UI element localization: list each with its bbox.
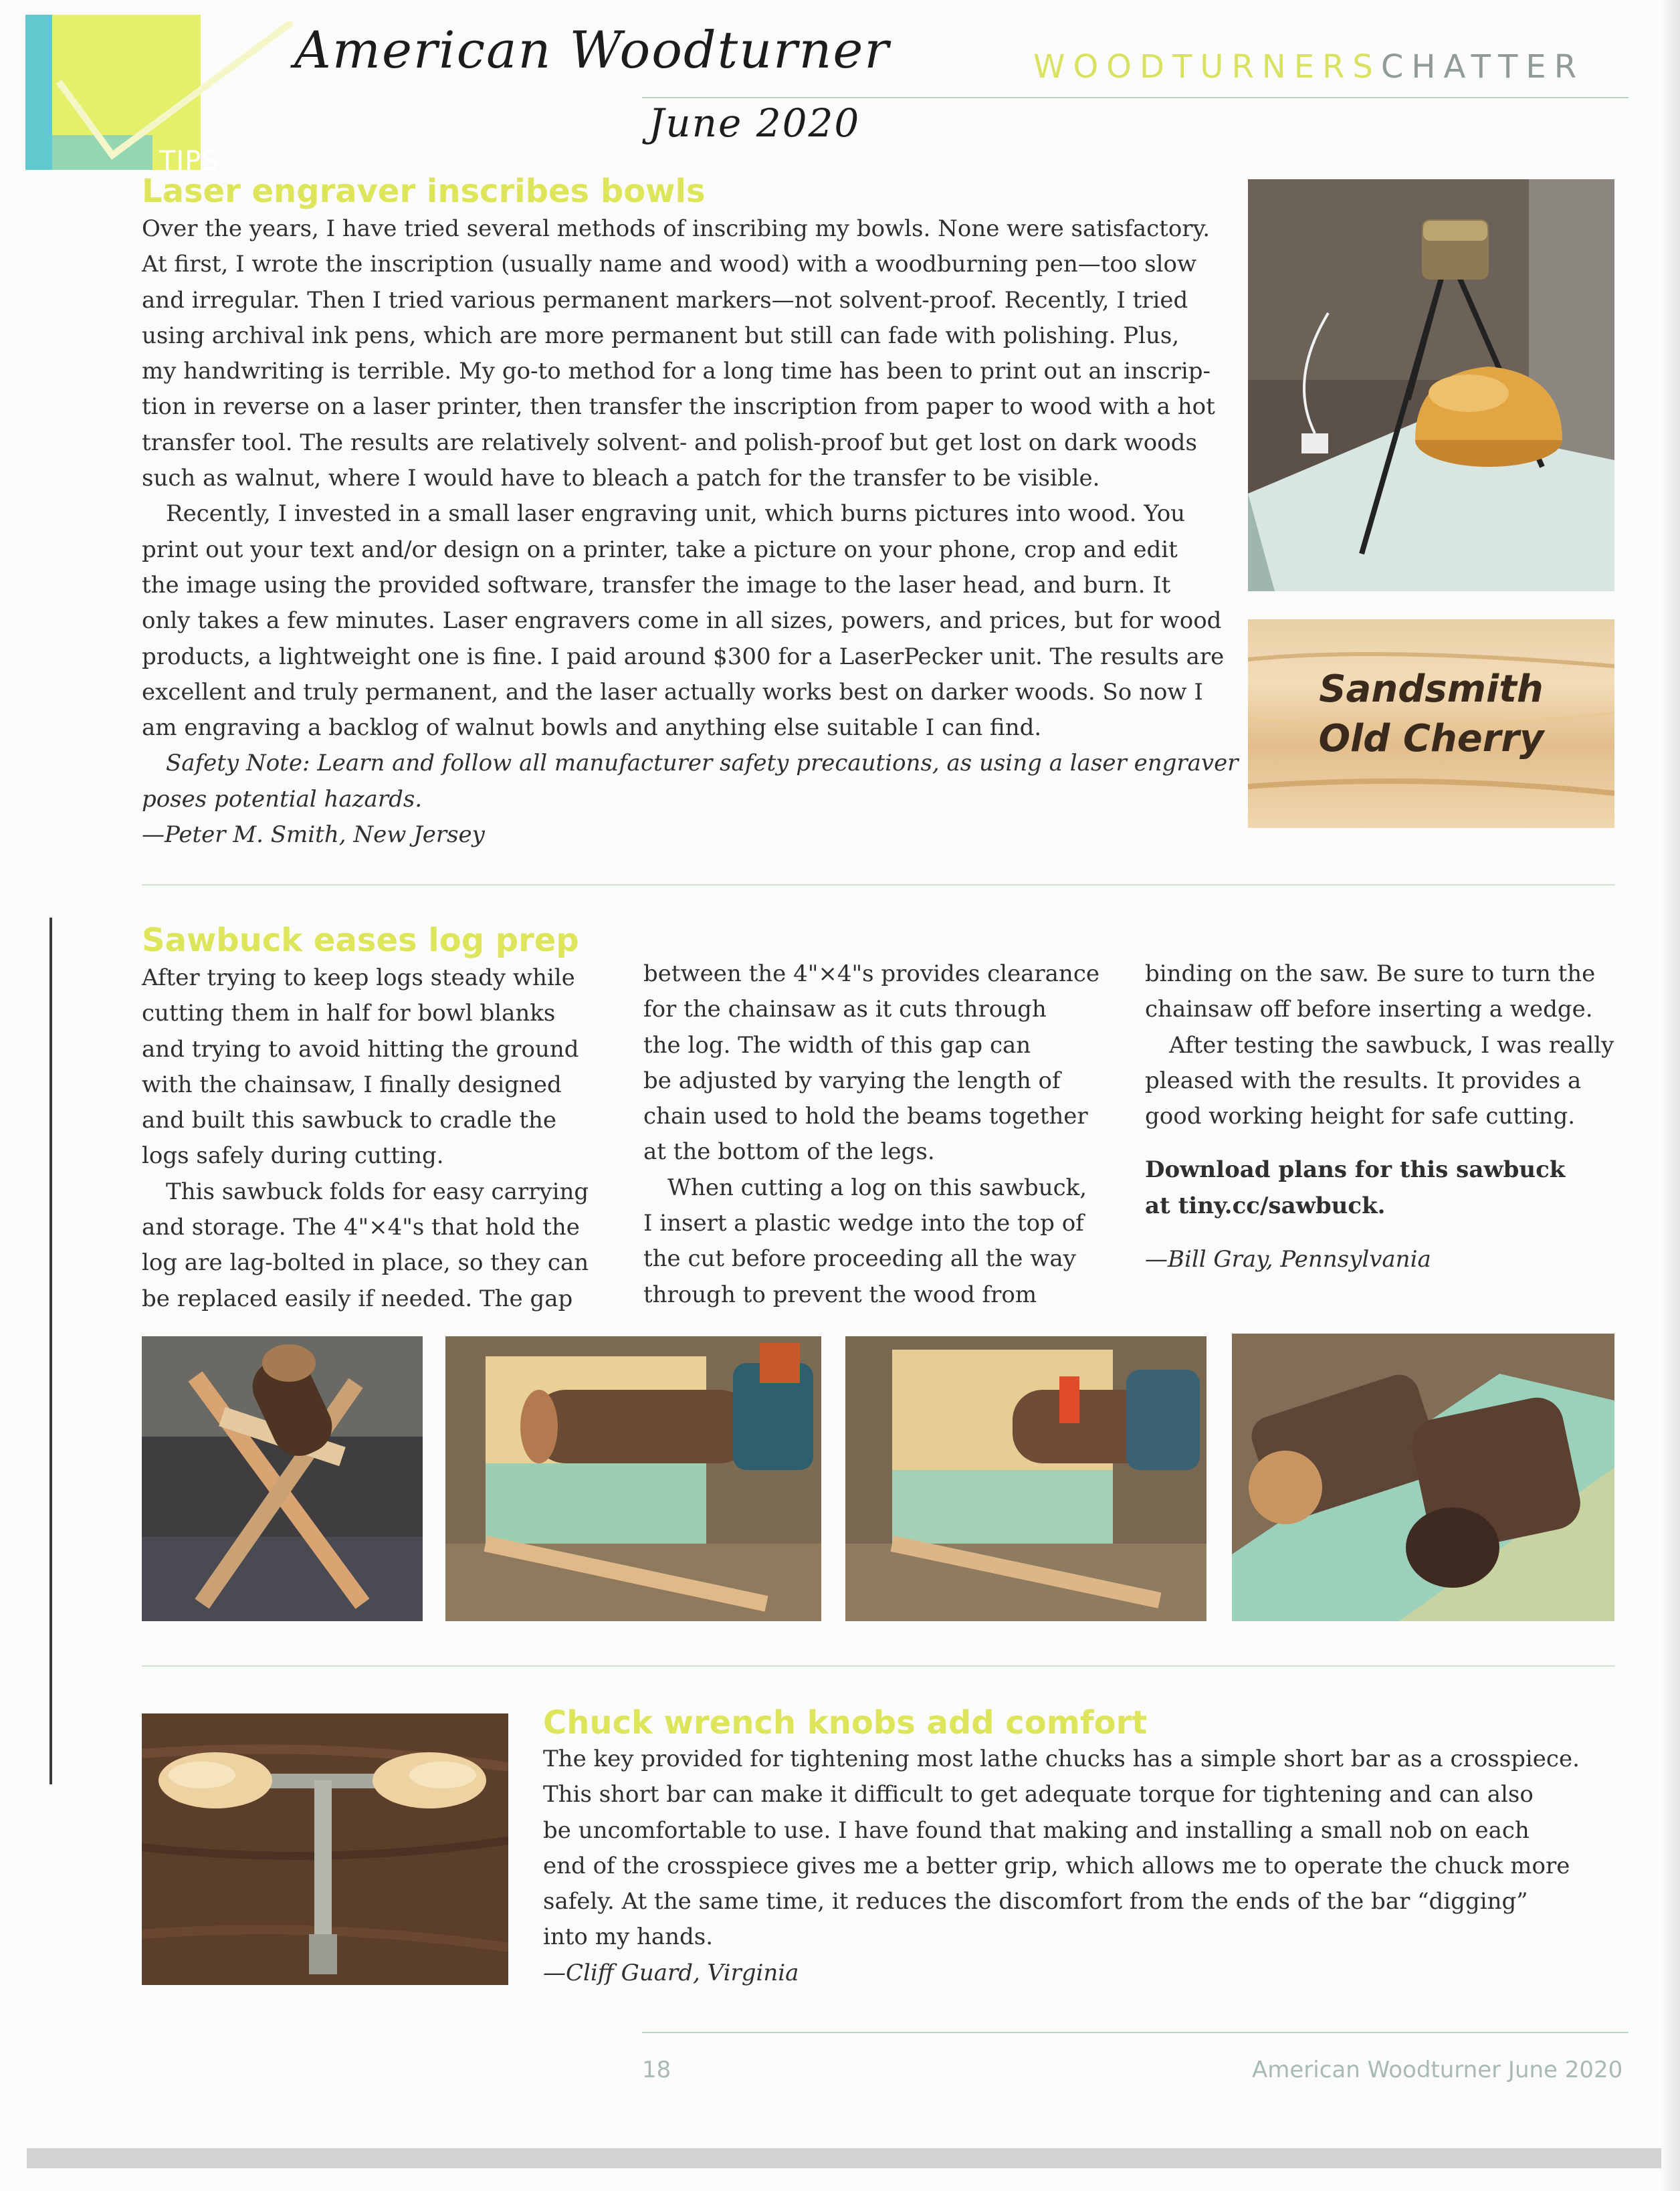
safety-note-cont: poses potential hazards. [142,785,423,813]
engraved-line1: Sandsmith [1319,667,1544,711]
binding-mark [49,918,52,1784]
tips-badge [25,15,219,177]
body-line: pleased with the results. It provides a [1145,1067,1582,1094]
body-line: chain used to hold the beams together [643,1103,1088,1130]
article2-signature: —Bill Gray, Pennsylvania [1145,1246,1431,1273]
body-line: be replaced easily if needed. The gap [142,1285,573,1312]
body-line: excellent and truly permanent, and the laser actually works best on darker woods. So now I [142,678,1203,706]
body-line: at the bottom of the legs. [643,1138,935,1166]
body-line: When cutting a log on this sawbuck, [667,1174,1087,1201]
body-line: only takes a few minutes. Laser engravers come in all sizes, powers, and prices, but for wood [142,607,1222,635]
laser-engraver-photo [1248,179,1614,591]
body-line: tion in reverse on a laser printer, then transfer the inscription from paper to wood with a hot [142,393,1215,421]
section-divider [142,884,1615,885]
body-line: After testing the sawbuck, I was really [1169,1031,1614,1059]
sawbuck-photo-3 [845,1336,1206,1621]
body-line: the log. The width of this gap can [643,1031,1031,1059]
article3-signature: —Cliff Guard, Virginia [543,1959,799,1986]
body-line: I insert a plastic wedge into the top of [643,1210,1084,1237]
body-line: print out your text and/or design on a printer, take a picture on your phone, crop and edit [142,536,1178,563]
body-line: the cut before proceeding all the way [643,1245,1076,1273]
body-line: logs safely during cutting. [142,1142,444,1170]
body-line: with the chainsaw, I finally designed [142,1071,562,1098]
handwritten-title: American Woodturner [294,20,890,80]
article1-heading: Laser engraver inscribes bowls [142,173,706,210]
body-line: After trying to keep logs steady while [142,964,575,991]
footer-rule [642,2032,1629,2033]
article2-col2 [643,956,1099,1313]
download-plans-text: Download plans for this sawbuck [1145,1156,1566,1184]
engraved-line2: Old Cherry [1318,717,1544,760]
footer-publication: American Woodturner June 2020 [1252,2057,1623,2083]
engraved-wood-photo [1248,619,1614,828]
body-line: such as walnut, where I would have to bleach a patch for the transfer to be visible. [142,465,1100,492]
safety-note: Safety Note: Learn and follow all manufacturer safety precautions, as using a laser engraver [166,750,1239,777]
body-line: be uncomfortable to use. I have found that making and installing a small nob on each [543,1816,1530,1844]
body-line: end of the crosspiece gives me a better grip, which allows me to operate the chuck more [543,1852,1570,1879]
chuck-wrench-photo [142,1713,508,1985]
scan-right-edge [1661,0,1680,2191]
scan-edge-shadow [27,2148,1680,2168]
handwritten-date: June 2020 [649,100,861,146]
body-line: log are lag-bolted in place, so they can [142,1249,589,1277]
body-line: be adjusted by varying the length of [643,1067,1061,1094]
body-line: for the chainsaw as it cuts through [643,996,1047,1023]
article2-col3 [1145,956,1614,1277]
body-line: and irregular. Then I tried various permanent markers—not solvent-proof. Recently, I tried [142,286,1188,314]
body-line: The key provided for tightening most lathe chucks has a simple short bar as a crosspiece. [543,1746,1580,1772]
body-line: am engraving a backlog of walnut bowls and anything else suitable I can find. [142,714,1042,742]
section-divider [142,1665,1615,1667]
section-header [1033,48,1584,86]
body-line: the image using the provided software, transfer the image to the laser head, and burn. It [142,571,1171,599]
body-line: At first, I wrote the inscription (usually name and wood) with a woodburning pen—too slow [142,251,1197,278]
body-line: binding on the saw. Be sure to turn the [1145,960,1596,987]
article3-body [543,1742,1580,1991]
body-line: and storage. The 4"×4"s that hold the [142,1214,580,1241]
article2-col1 [142,960,589,1317]
body-line: through to prevent the wood from [643,1281,1037,1308]
sawbuck-photo-2 [445,1336,821,1621]
section-header-part2: CHATTER [1380,48,1585,86]
body-line: into my hands. [543,1923,714,1951]
body-line: cutting them in half for bowl blanks [142,1000,556,1027]
body-line: and built this sawbuck to cradle the [142,1107,557,1134]
download-plans-link[interactable]: at tiny.cc/sawbuck. [1145,1192,1386,1219]
body-line: This sawbuck folds for easy carrying [166,1178,589,1205]
body-line: using archival ink pens, which are more permanent but still can fade with polishing. Plus, [142,322,1180,349]
body-line: transfer tool. The results are relatively solvent- and polish-proof but get lost on dark woods [142,429,1197,456]
article1-signature: —Peter M. Smith, New Jersey [142,821,485,849]
body-line: Over the years, I have tried several methods of inscribing my bowls. None were satisfactory. [142,215,1211,242]
body-line: safely. At the same time, it reduces the discomfort from the ends of the bar “digging” [543,1888,1528,1915]
body-line: my handwriting is terrible. My go-to method for a long time has been to print out an inscrip- [142,358,1211,385]
article3-heading: Chuck wrench knobs add comfort [543,1704,1148,1742]
section-header-part1: WOODTURNERS [1033,48,1381,86]
sawbuck-photo-1 [142,1336,423,1621]
article2-heading: Sawbuck eases log prep [142,922,579,959]
page-number: 18 [642,2057,671,2083]
body-line: chainsaw off before inserting a wedge. [1145,996,1593,1023]
body-line: products, a lightweight one is fine. I paid around $300 for a LaserPecker unit. The results are [142,643,1225,670]
body-line: This short bar can make it difficult to get adequate torque for tightening and can also [543,1781,1534,1808]
tips-label: TIPS [159,146,219,177]
sawbuck-photo-4 [1232,1334,1614,1621]
header-rule [642,97,1629,98]
body-line: and trying to avoid hitting the ground [142,1035,579,1063]
body-line: good working height for safe cutting. [1145,1103,1576,1130]
body-line: between the 4"×4"s provides clearance [643,960,1099,987]
article1-body [142,211,1238,853]
body-line: Recently, I invested in a small laser engraving unit, which burns pictures into wood. You [166,500,1186,528]
